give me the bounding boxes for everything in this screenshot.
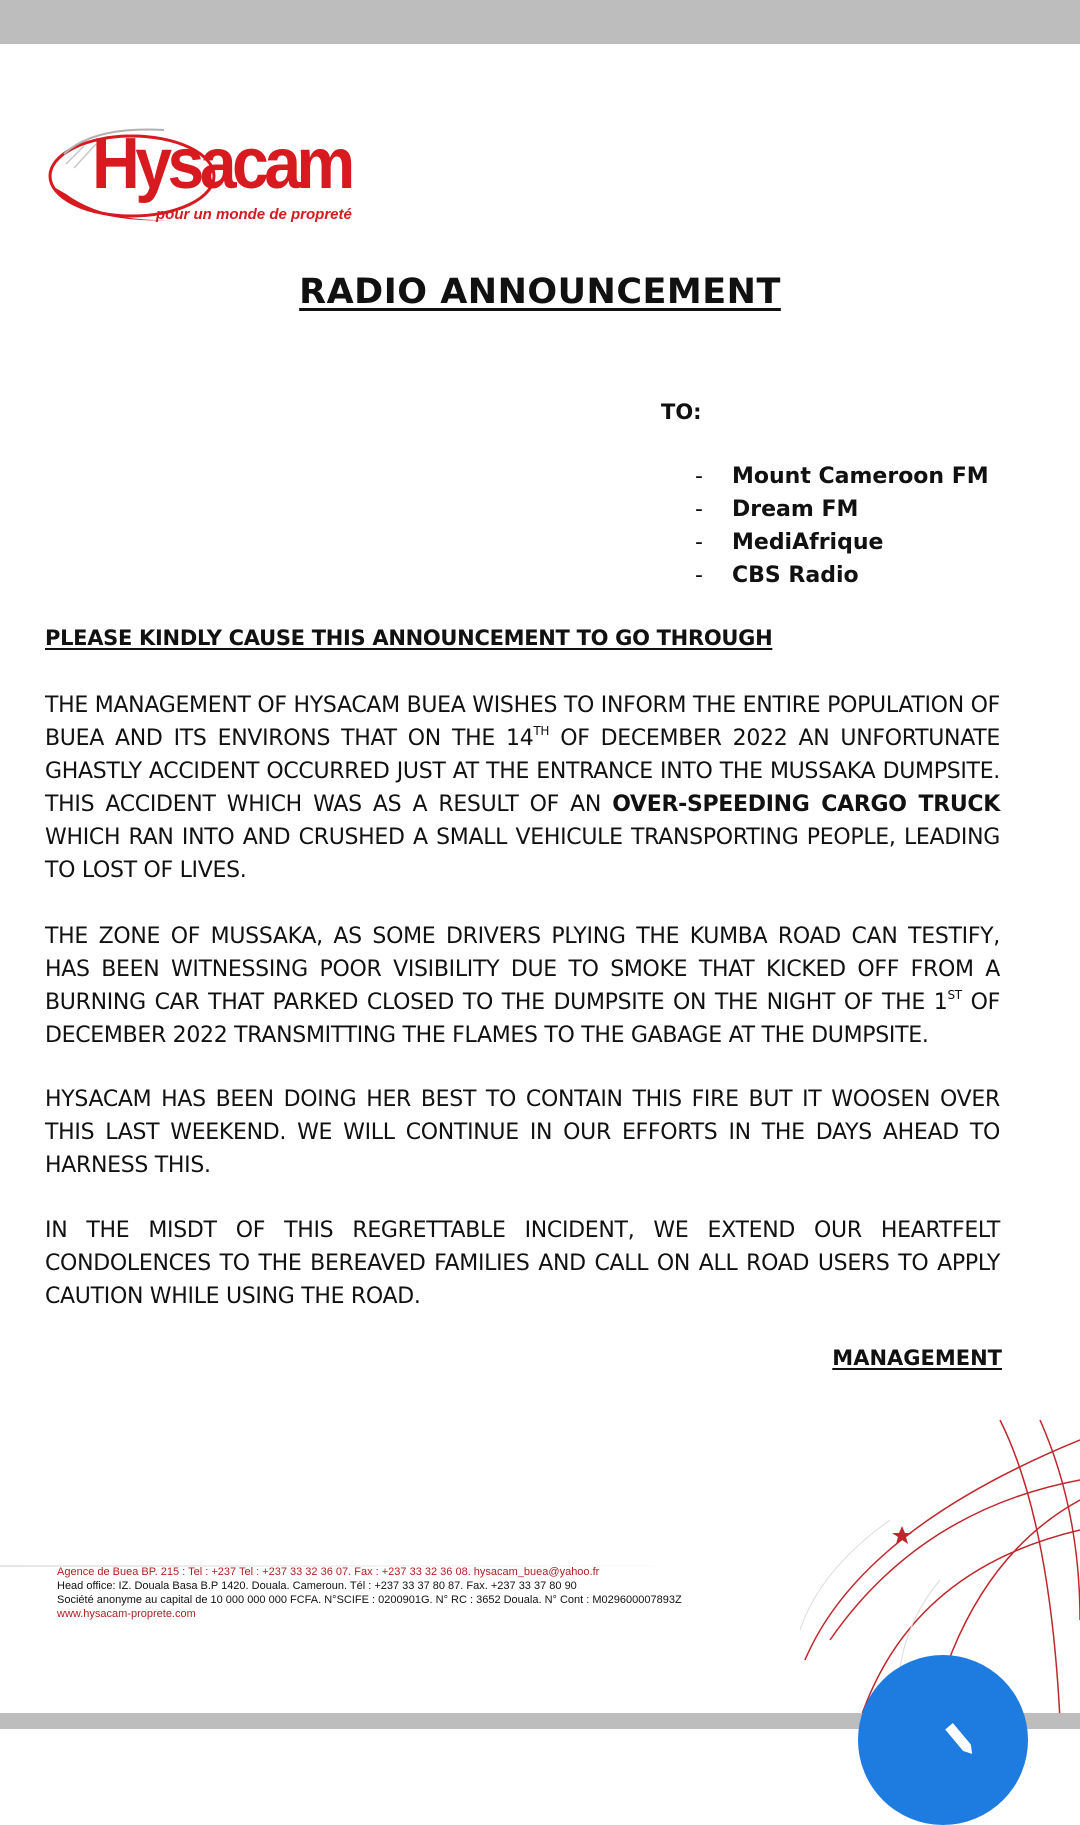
paragraph-accident: THE MANAGEMENT OF HYSACAM BUEA WISHES TO INFORM THE ENTIRE POPULATION OF BUEA AND ITS ENVIRONS THAT ON THE 14TH OF DECEMBER 2022 AN UNFORTUNATE GHASTLY ACCIDENT OCCURRED JUST AT THE ENTRANCE INTO THE MUSSAKA DUMPSITE. THIS ACCIDENT WHICH WAS AS A RESULT OF AN OVER-SPEEDING CARGO TRUCK WHICH RAN INTO AND CRUSHED A SMALL VEHICULE TRANSPORTING PEOPLE, LEADING TO LOST OF LIVES. xyxy=(45,693,1000,883)
recipient-name: MediAfrique xyxy=(732,530,884,555)
page-title: RADIO ANNOUNCEMENT xyxy=(299,272,781,312)
letterhead-footer xyxy=(57,1565,682,1621)
to-label: TO: xyxy=(661,400,702,424)
logo-tagline: pour un monde de propreté xyxy=(156,206,352,223)
recipient-name: CBS Radio xyxy=(732,563,859,588)
signature: MANAGEMENT xyxy=(832,1346,1002,1370)
paragraph-condolences: IN THE MISDT OF THIS REGRETTABLE INCIDENT, WE EXTEND OUR HEARTFELT CONDOLENCES TO THE BEREAVED FAMILIES AND CALL ON ALL ROAD USERS TO APPLY CAUTION WHILE USING THE ROAD. xyxy=(45,1218,1000,1309)
viewer-top-bar xyxy=(0,0,1080,44)
recipient-name: Dream FM xyxy=(732,497,859,522)
paragraph-visibility: THE ZONE OF MUSSAKA, AS SOME DRIVERS PLYING THE KUMBA ROAD CAN TESTIFY, HAS BEEN WITNESSING POOR VISIBILITY DUE TO SMOKE THAT KICKED OFF FROM A BURNING CAR THAT PARKED CLOSED TO THE DUMPSITE ON THE NIGHT OF THE 1ST OF DECEMBER 2022 TRANSMITTING THE FLAMES TO THE GABAGE AT THE DUMPSITE. xyxy=(45,924,1000,1048)
footer-line-website: www.hysacam-proprete.com xyxy=(57,1608,196,1620)
edit-fab-button[interactable] xyxy=(858,1655,1028,1825)
footer-line-head-office: Head office: IZ. Douala Basa B.P 1420. Douala. Cameroun. Tél : +237 33 37 80 87. Fax. +237 33 37 80 90 xyxy=(57,1580,577,1592)
announcement-subheading: PLEASE KINDLY CAUSE THIS ANNOUNCEMENT TO GO THROUGH xyxy=(45,626,773,650)
recipient-name: Mount Cameroon FM xyxy=(732,464,989,489)
hysacam-logo xyxy=(44,124,364,234)
footer-line-company: Société anonyme au capital de 10 000 000 000 FCFA. N°SCIFE : 0200901G. N° RC : 3652 Douala. N° Cont : M029600007893Z xyxy=(57,1594,682,1606)
logo-wordmark: Hysacam xyxy=(92,124,351,204)
footer-line-agency: Agence de Buea BP. 215 : Tel : +237 Tel : +237 33 32 36 07. Fax : +237 33 32 36 08. hysacam_buea@yahoo.fr xyxy=(57,1566,600,1578)
paragraph-fire: HYSACAM HAS BEEN DOING HER BEST TO CONTAIN THIS FIRE BUT IT WOOSEN OVER THIS LAST WEEKEND. WE WILL CONTINUE IN OUR EFFORTS IN THE DAYS AHEAD TO HARNESS THIS. xyxy=(45,1087,1000,1178)
pencil-icon xyxy=(858,1655,1028,1825)
